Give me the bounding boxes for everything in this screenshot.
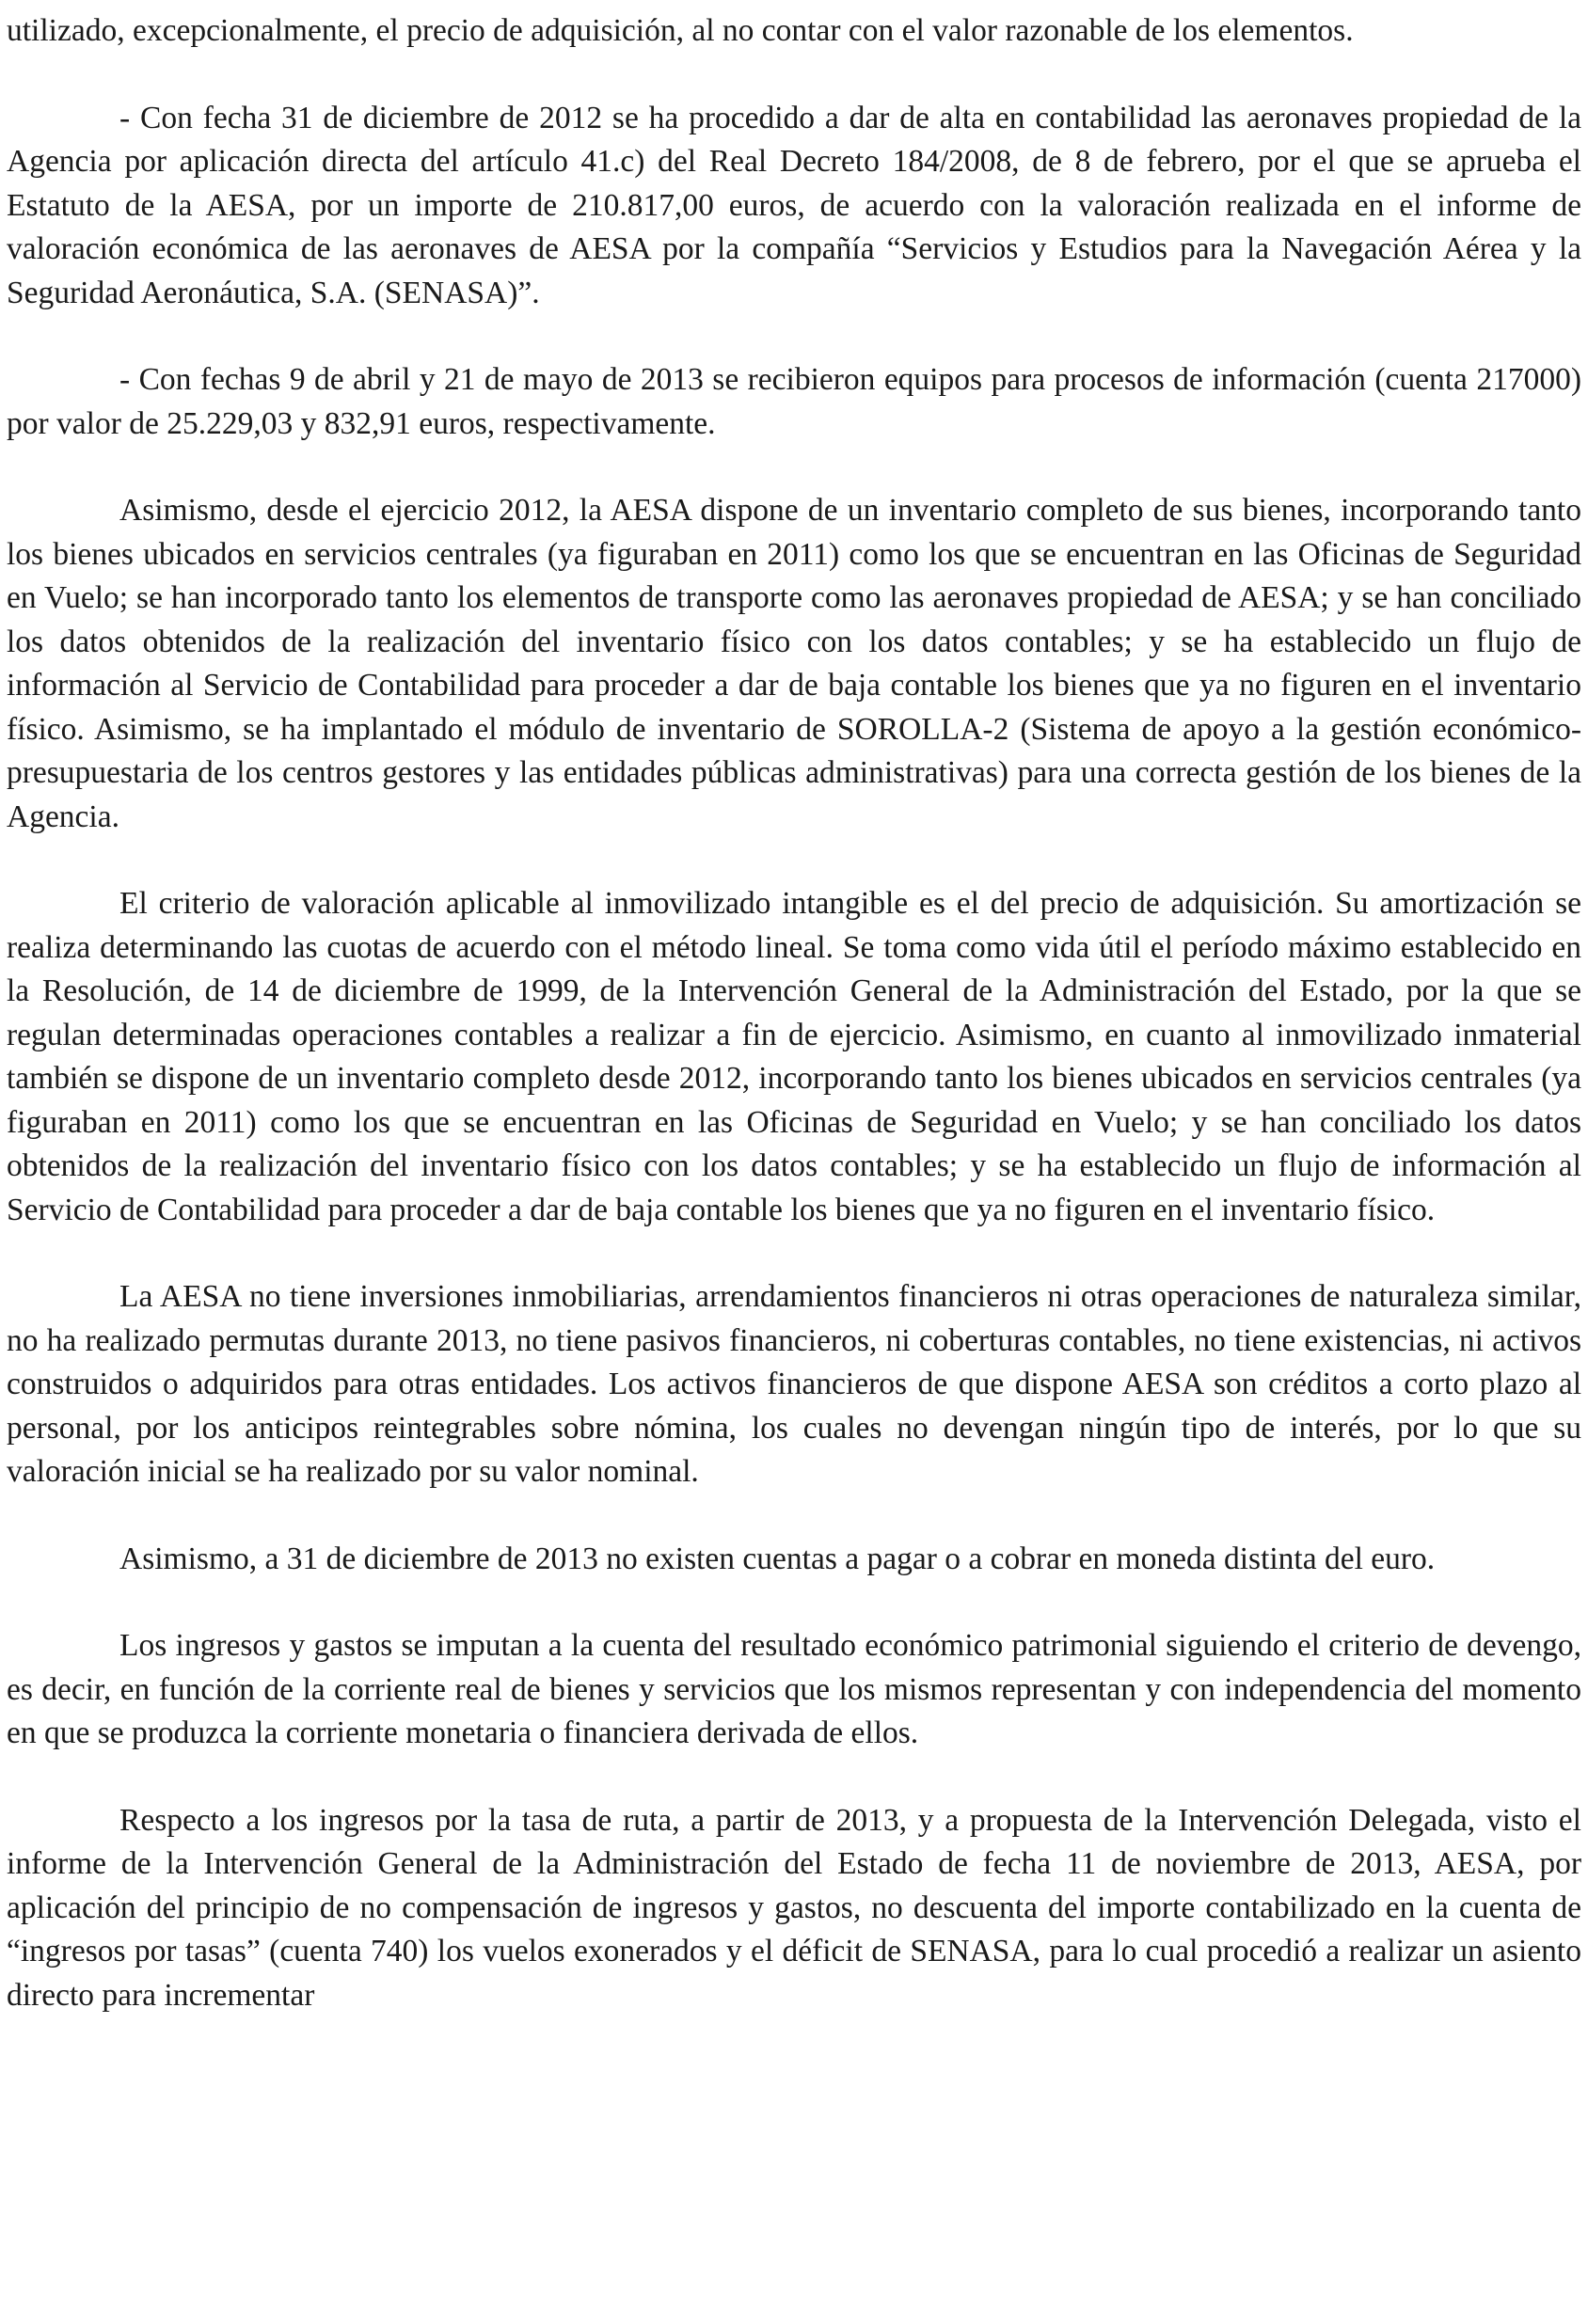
paragraph-inversiones: La AESA no tiene inversiones inmobiliarias, arrendamientos financieros ni otras operaciones de naturaleza similar, no ha realizado permutas durante 2013, no tiene pasivos financieros, ni coberturas contables, no tiene existencias, ni activos construidos o adquiridos para otras entidades. Los activos financieros de que dispone AESA son créditos a corto plazo al personal, por los anticipos reintegrables sobre nómina, los cuales no devengan ningún tipo de interés, por lo que su valoración inicial se ha realizado por su valor nominal. [7,1279,1581,1489]
paragraph-inventario: Asimismo, desde el ejercicio 2012, la AESA dispone de un inventario completo de sus bienes, incorporando tanto los bienes ubicados en servicios centrales (ya figuraban en 2011) como los que se encuentran en las Oficinas de Seguridad en Vuelo; se han incorporado tanto los elementos de transporte como las aeronaves propiedad de AESA; y se han conciliado los datos obtenidos de la realización del inventario físico con los datos contables; y se ha establecido un flujo de información al Servicio de Contabilidad para proceder a dar de baja contable los bienes que ya no figuren en el inventario físico. Asimismo, se ha implantado el módulo de inventario de SOROLLA-2 (Sistema de apoyo a la gestión económico-presupuestaria de los centros gestores y las entidades públicas administrativas) para una correcta gestión de los bienes de la Agencia. [7,493,1581,834]
paragraph-tasa-ruta: Respecto a los ingresos por la tasa de ruta, a partir de 2013, y a propuesta de la Intervención Delegada, visto el informe de la Intervención General de la Administración del Estado de fecha 11 de noviembre de 2013, AESA, por aplicación del principio de no compensación de ingresos y gastos, no descuenta del importe contabilizado en la cuenta de “ingresos por tasas” (cuenta 740) los vuelos exonerados y el déficit de SENASA, para lo cual procedió a realizar un asiento directo para incrementar [7,1802,1581,2013]
paragraph-devengo: Los ingresos y gastos se imputan a la cuenta del resultado económico patrimonial siguiendo el criterio de devengo, es decir, en función de la corriente real de bienes y servicios que los mismos representan y con independencia del momento en que se produzca la corriente monetaria o financiera derivada de ellos. [7,1628,1581,1750]
paragraph-intangible: El criterio de valoración aplicable al inmovilizado intangible es el del precio de adquisición. Su amortización se realiza determinando las cuotas de acuerdo con el método lineal. Se toma como vida útil el período máximo establecido en la Resolución, de 14 de diciembre de 1999, de la Intervención General de la Administración del Estado, por la que se regulan determinadas operaciones contables a realizar a fin de ejercicio. Asimismo, en cuanto al inmovilizado inmaterial también se dispone de un inventario completo desde 2012, incorporando tanto los bienes ubicados en servicios centrales (ya figuraban en 2011) como los que se encuentran en las Oficinas de Seguridad en Vuelo; y se han conciliado los datos obtenidos de la realización del inventario físico con los datos contables; y se ha establecido un flujo de información al Servicio de Contabilidad para proceder a dar de baja contable los bienes que ya no figuren en el inventario físico. [7,886,1581,1227]
paragraph-aeronaves: - Con fecha 31 de diciembre de 2012 se ha procedido a dar de alta en contabilidad las aeronaves propiedad de la Agencia por aplicación directa del artículo 41.c) del Real Decreto 184/2008, de 8 de febrero, por el que se aprueba el Estatuto de la AESA, por un importe de 210.817,00 euros, de acuerdo con la valoración realizada en el informe de valoración económica de las aeronaves de AESA por la compañía “Servicios y Estudios para la Navegación Aérea y la Seguridad Aeronáutica, S.A. (SENASA)”. [7,100,1581,310]
paragraph-moneda: Asimismo, a 31 de diciembre de 2013 no existen cuentas a pagar o a cobrar en moneda distinta del euro. [119,1541,1436,1576]
paragraph-continuation: utilizado, excepcionalmente, el precio de adquisición, al no contar con el valor razonable de los elementos. [7,13,1354,48]
paragraph-equipos: - Con fechas 9 de abril y 21 de mayo de 2013 se recibieron equipos para procesos de información (cuenta 217000) por valor de 25.229,03 y 832,91 euros, respectivamente. [7,362,1581,441]
